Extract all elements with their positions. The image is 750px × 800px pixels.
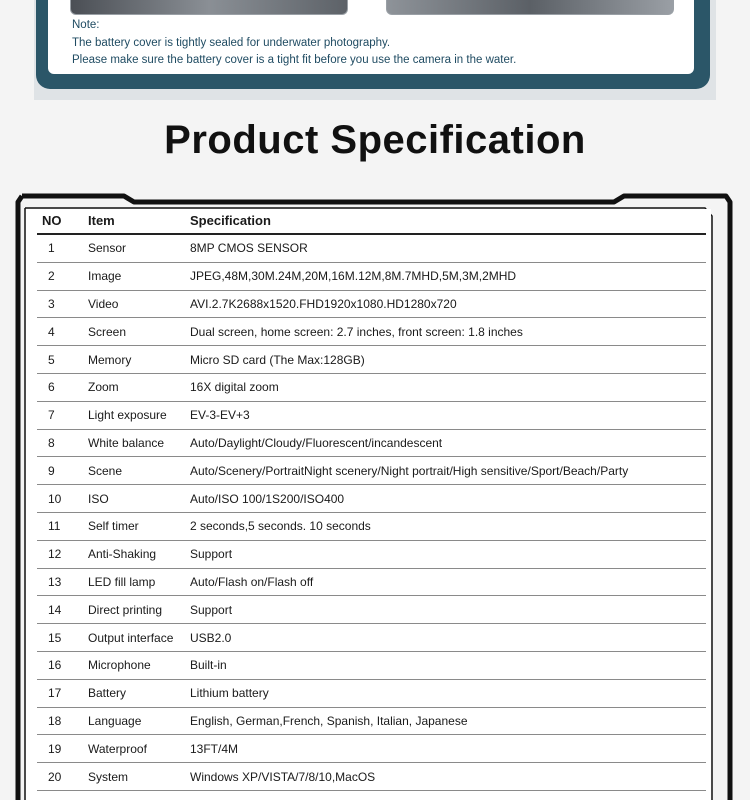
page-title: Product Specification [164,118,586,162]
row-spec: Dual screen, home screen: 2.7 inches, front screen: 1.8 inches [190,324,523,339]
note-card [48,0,694,74]
row-spec: Support [190,547,233,562]
camera-photo-right [386,0,674,15]
spec-table [37,208,706,791]
row-spec: Support [190,602,233,617]
table-row [37,235,706,263]
row-no: 2 [48,269,55,284]
row-item: Anti-Shaking [88,547,157,562]
row-spec: Auto/ISO 100/1S200/ISO400 [190,491,345,506]
row-no: 18 [48,713,62,728]
row-no: 13 [48,574,62,589]
row-item: System [88,769,129,784]
row-spec: AVI.2.7K2688x1520.FHD1920x1080.HD1280x720 [190,296,457,311]
table-body [37,235,706,791]
row-no: 17 [48,686,62,701]
row-item: Language [88,713,142,728]
row-spec: Micro SD card (The Max:128GB) [190,352,365,367]
row-item: Light exposure [88,408,167,423]
table-row [37,346,706,374]
note-line-2: Please make sure the battery cover is a tight fit before you use the camera in the water. [72,54,517,66]
row-no: 5 [48,352,55,367]
row-no: 7 [48,408,55,423]
row-spec: USB2.0 [190,630,232,645]
row-item: LED fill lamp [88,574,156,589]
table-row [37,708,706,736]
row-spec: JPEG,48M,30M.24M,20M,16M.12M,8M.7MHD,5M,3M,2MHD [190,269,517,284]
row-item: ISO [88,491,109,506]
table-row [37,541,706,569]
row-no: 10 [48,491,62,506]
row-no: 6 [48,380,55,395]
row-item: Zoom [88,380,119,395]
camera-photo-left [70,0,348,15]
row-item: Output interface [88,630,174,645]
row-spec: Auto/Scenery/PortraitNight scenery/Night portrait/High sensitive/Sport/Beach/Party [190,463,629,478]
row-item: Microphone [88,658,151,673]
header-spec: Specification [190,213,271,228]
row-no: 1 [48,241,55,256]
table-row [37,318,706,346]
row-spec: Windows XP/VISTA/7/8/10,MacOS [190,769,376,784]
row-spec: 8MP CMOS SENSOR [190,241,308,256]
row-item: Waterproof [88,741,147,756]
table-row [37,485,706,513]
row-no: 15 [48,630,62,645]
table-row [37,680,706,708]
table-row [37,291,706,319]
row-no: 14 [48,602,62,617]
table-header [37,208,706,235]
row-spec: Built-in [190,658,227,673]
row-item: Self timer [88,519,139,534]
row-no: 20 [48,769,62,784]
header-no: NO [42,213,62,228]
table-row [37,457,706,485]
table-row [37,430,706,458]
row-item: Memory [88,352,132,367]
row-no: 19 [48,741,62,756]
header-item: Item [88,213,115,228]
row-no: 16 [48,658,62,673]
note-line-1: The battery cover is tightly sealed for underwater photography. [72,36,391,49]
table-row [37,735,706,763]
table-row [37,652,706,680]
row-item: Screen [88,324,127,339]
row-item: Image [88,269,122,284]
row-no: 11 [48,519,61,534]
row-item: Sensor [88,241,127,256]
row-no: 4 [48,324,55,339]
row-spec: Lithium battery [190,686,269,701]
row-no: 9 [48,463,55,478]
table-row [37,624,706,652]
table-row [37,763,706,791]
row-spec: 13FT/4M [190,741,239,756]
row-item: Battery [88,686,127,701]
note-panel [34,0,716,100]
row-item: Video [88,296,119,311]
note-frame [36,0,710,89]
note-text [72,17,678,70]
table-row [37,374,706,402]
row-no: 3 [48,296,55,311]
row-no: 12 [48,547,62,562]
row-spec: Auto/Daylight/Cloudy/Fluorescent/incandescent [190,435,443,450]
row-spec: English, German,French, Spanish, Italian, Japanese [190,713,468,728]
row-no: 8 [48,435,55,450]
row-item: Direct printing [88,602,163,617]
note-label: Note: [72,19,100,31]
table-row [37,263,706,291]
table-row [37,513,706,541]
table-row [37,569,706,597]
table-row [37,402,706,430]
row-spec: 2 seconds,5 seconds. 10 seconds [190,519,371,534]
row-spec: EV-3-EV+3 [190,408,250,423]
row-spec: Auto/Flash on/Flash off [190,574,314,589]
row-spec: 16X digital zoom [190,380,279,395]
table-row [37,596,706,624]
row-item: White balance [88,435,165,450]
row-item: Scene [88,463,123,478]
